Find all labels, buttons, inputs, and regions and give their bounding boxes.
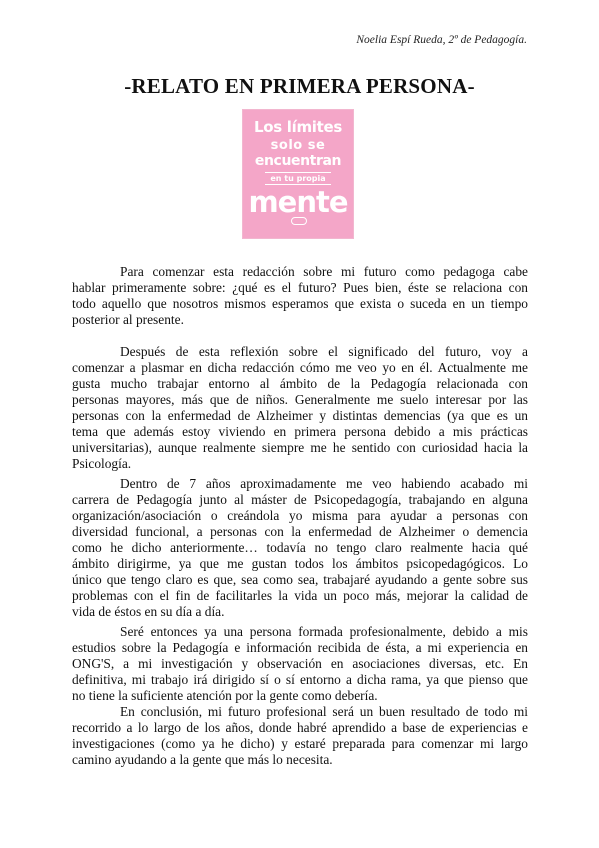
paragraph-2 (72, 344, 528, 472)
text-line: estudios sobre la Pedagogía e información recibida de ésta, a mi experiencia en (72, 640, 528, 655)
text-line: tema que además estoy viviendo en primera persona debido a mis prácticas (72, 424, 528, 439)
text-line: ámbito dirigirme, ya que me gustan todos los ámbitos psicopedagógicos. Lo (72, 556, 528, 571)
poster-line-3: encuentran (254, 153, 342, 169)
poster-line-2: solo se (270, 138, 326, 153)
text-line: investigaciones (como ya he dicho) y estaré preparada para comenzar mi largo (72, 736, 528, 751)
text-line: camino ayudando a la gente que más lo necesita. (72, 752, 333, 767)
paragraph-3 (72, 476, 528, 620)
author-line: Noelia Espí Rueda, 2º de Pedagogía. (356, 34, 527, 46)
text-line: único que tengo claro es que, sea como sea, trabajaré ayudando a gente sobre sus (72, 572, 528, 587)
text-line: personas mayores, más que de niños. Generalmente me suelo interesar por las (72, 392, 528, 407)
text-line: Después de esta reflexión sobre el significado del futuro, voy a (120, 344, 528, 359)
text-line: diversidad funcional, a personas con la enfermedad de Alzheimer o demencia (72, 524, 528, 539)
poster-line-1: Los límites (253, 118, 343, 136)
text-line: posterior al presente. (72, 312, 184, 327)
text-line: Para comenzar esta redacción sobre mi futuro como pedagoga cabe (120, 264, 528, 279)
text-line: comenzar a plasmar en dicha redacción cómo me veo yo en él. Actualmente me (72, 360, 528, 375)
text-line: no tiene la suficiente atención por la gente como debería. (72, 688, 378, 703)
text-line: personas con la enfermedad de Alzheimer y distintas demencias (ya que es un (72, 408, 528, 423)
page-title: -RELATO EN PRIMERA PERSONA- (124, 74, 475, 98)
text-line: hablar primeramente sobre: ¿qué es el futuro? Pues bien, éste se relaciona con (72, 280, 528, 295)
text-line: problemas con el fin de facilitarles la vida un poco más, mejorar la calidad de (72, 588, 528, 603)
text-line: organización/asociación o creándola yo misma para ayudar a personas con (72, 508, 528, 523)
paragraph-4 (72, 624, 528, 704)
text-line: definitiva, mi trabajo irá dirigido sí o sí entorno a dicha rama, ya que pienso que (72, 672, 528, 687)
text-line: como he dicho anteriormente… todavía no tengo claro realmente hacia qué (72, 540, 528, 555)
text-line: recorrido a lo largo de los años, donde habré aprendido a base de experiencias e (72, 720, 528, 735)
text-line: universitarias), aunque realmente siempre me he sentido con curiosidad hacia la (72, 440, 528, 455)
poster-line-4: en tu propia (265, 172, 331, 185)
text-line: todo aquello que nosotros mismos esperamos que exista o suceda en un tiempo (72, 296, 528, 311)
text-line: Dentro de 7 años aproximadamente me veo habiendo acabado mi (120, 476, 528, 491)
text-line: Psicología. (72, 456, 132, 471)
quote-poster-image (243, 110, 353, 238)
text-line: vida de éstos en su día a día. (72, 604, 225, 619)
text-line: En conclusión, mi futuro profesional será un buen resultado de todo mi (120, 704, 528, 719)
poster-line-5: mente (248, 185, 348, 219)
text-line: ONG'S, a mi investigación y observación en asociaciones diversas, etc. En (72, 656, 528, 671)
text-line: carrera de Pedagogía junto al máster de Psicopedagogía, trabajando en alguna (72, 492, 528, 507)
poster-ornament-icon (291, 217, 307, 225)
text-line: Seré entonces ya una persona formada profesionalmente, debido a mis (120, 624, 528, 639)
paragraph-5 (72, 704, 528, 768)
text-line: gusta mucho trabajar entorno al ámbito de la Pedagogía relacionada con (72, 376, 528, 391)
paragraph-1 (72, 264, 528, 328)
